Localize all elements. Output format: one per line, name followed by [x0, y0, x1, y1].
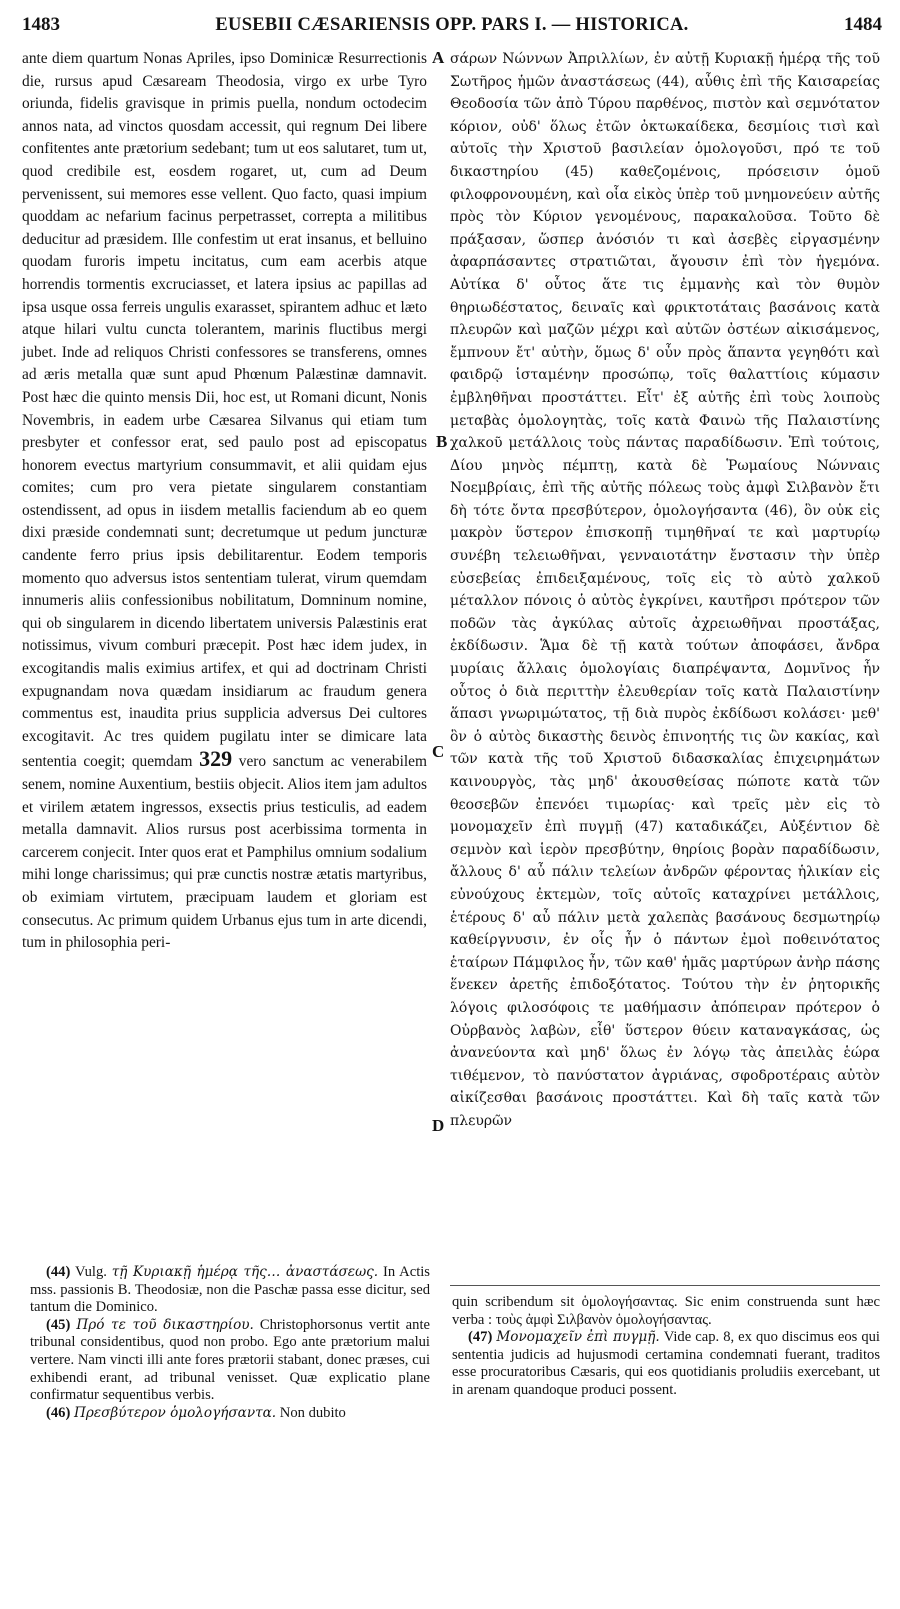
footnote-text: In Actis mss. passionis B. Theodosiæ, non die Paschæ passa esse dicitur, sed tantum die Dominico.: [30, 1264, 430, 1316]
footnotes-right: [452, 1294, 880, 1400]
latin-text: [22, 48, 427, 955]
margin-letter-b: B: [436, 432, 448, 451]
footnote-text: Non dubito: [279, 1404, 346, 1421]
footnote-47: [452, 1329, 880, 1399]
inline-page-number: 329: [199, 746, 233, 772]
footnote-greek: τῇ Κυριακῇ ἡμέρᾳ τῆς… ἀναστάσεως.: [111, 1264, 379, 1280]
footnote-number: (45): [46, 1316, 71, 1333]
footnote-greek: Μονομαχεῖν ἐπὶ πυγμῇ.: [496, 1329, 660, 1346]
page-number-left: 1483: [22, 14, 60, 35]
greek-column: [450, 48, 880, 1133]
running-header: [22, 10, 882, 38]
footnote-number: (44): [46, 1264, 71, 1280]
footnote-44: [30, 1264, 430, 1317]
page-number-right: 1484: [844, 14, 882, 35]
margin-letter-d: D: [432, 1116, 445, 1135]
margin-letter-c: C: [432, 742, 445, 761]
footnote-text: Christophorsonus vertit ante tribunal considentibus, quod non probo. Ego ante prætorium malui vertere. Nam vincti illi ante fores prætorii stabant, donec præses, cui exhibendi erant, ad tribunal venisset. Quæ explicatio plane confirmatur sequentibus verbis.: [30, 1316, 430, 1404]
footnote-greek: Πρεσβύτερον ὁμολογήσαντα.: [73, 1404, 277, 1421]
footnote-number: (46): [46, 1404, 71, 1421]
footnote-46: [30, 1405, 430, 1423]
footnote-greek: Πρό τε τοῦ δικαστηρίου.: [76, 1316, 254, 1333]
margin-letter-a: A: [432, 48, 445, 67]
latin-column: [22, 48, 427, 955]
latin-text-part-2: vero sanctum ac venerabilem senem, nomine Auxentium, bestiis objecit. Alios item jam adultos et virilem ætatem ingressos, exsectis prius testiculis, ad eadem metalla damnavit. Alios rursus post acerbissima tormenta in carcerem conjecit. Inter quos erat et Pamphilus omnium sodalium mihi longe charissimus; qui præ cunctis nostræ ætatis martyribus, ob eximiam virtutem, præcipuam laudem et gloriam est consecutus. Ac primum quidem Urbanus ejus tum in arte dicendi, tum in philosophia peri-: [22, 753, 427, 952]
latin-text-part-1: ante diem quartum Nonas Apriles, ipso Dominicæ Resurrectionis die, rursus apud Cæsaream Theodosia, virgo ex urbe Tyro oriunda, fidelis gravisque in primis puella, nondum octodecim annos nata, ad vinctos quosdam accessit, qui regnum Dei libere confitentes ante prætorium sedebant; tum ut eos salutaret, tum ut, quod credibile est, eosdem rogaret, ut, cum ad Deum pervenissent, sui memores esse vellent. Quo facto, quasi impium quoddam ac nefarium facinus perpetrasset, correpta a militibus deducitur ad præsidem. Ille confestim ut erat insanus, et belluino quodam furoris impetu incitatus, cum eam acerbis atque horrendis tormentis excruciasset, et latera ipsius ac papillas ad ipsa usque ossa ferreis ungulis exarasset, spirantem adhuc et læto atque hilari vultu cuncta tolerantem, marinis fluctibus mergi jubet. Inde ad reliquos Christi confessores se transferens, omnes ad æris metalla quæ sunt apud Phœnum Palæstinæ damnavit. Post hæc die quinto mensis Dii, hoc est, ut Romani dicunt, Nonis Novembris, in eadem urbe Cæsarea Silvanus qui etiam tum presbyter et confessor erat, sed paulo post ad episcopatus honorem evectus martyrium consummavit, et alii quidam ejus comites; cum pro vera pietate singularem constantiam ostendissent, ad opus in iisdem metallis faciendum ab eo quem dixi præside condemnati sunt; decretumque ut pedum juncturæ candente ferro prius ipsis debilitarentur. Eodem temporis momento quo adversus istos sententiam tulerat, virum quemdam innumeris aliis confessionibus nobilitatum, Domninum nomine, qui ob singularem in dicendo libertatem universis Palæstinis erat notissimus, vivum comburi præcepit. Post hæc idem judex, in excogitandis malis eximius artifex, et qui ad doctrinam Christi expugnandam nova quædam insidiarum ac fraudum genera commentus est, inaudita prius supplicia adversus Dei cultores excogitavit. Ac tres quidem pugilatu inter se dimicare lata sententia coegit; quemdam: [22, 50, 427, 771]
running-title: EUSEBII CÆSARIENSIS OPP. PARS I. — HISTORICA.: [215, 15, 689, 35]
footnote-number: (47): [468, 1329, 493, 1346]
greek-text: σάρων Νώννων Ἀπριλλίων, ἐν αὐτῇ Κυριακῇ ἡμέρᾳ τῆς τοῦ Σωτῆρος ἡμῶν ἀναστάσεως (44), αὖθις ἐπὶ τῆς Καισαρείας Θεοδοσία τῶν ἀπὸ Τύρου παρθένος, πιστὸν καὶ σεμνότατον κόριον, οὐδ' ὅλως ἐτῶν ὀκτωκαίδεκα, δεσμίοις τισὶ καὶ αὐτοῖς τὴν Χριστοῦ βασιλείαν ὁμολογοῦσι, πρό τε τοῦ δικαστηρίου (45) καθεζομένοις, πρόσεισιν ὁμοῦ φιλοφρονουμένη, καὶ οἷα εἰκὸς ὑπὲρ τοῦ μνημονεύειν αὐτῆς πρὸς τὸν Κύριον γενομένους, παρακαλοῦσα. Τοῦτο δὲ πράξασαν, ὥσπερ ἀνόσιόν τι καὶ ἀσεβὲς εἰργασμένην ἀφαρπάσαντες στρατιῶται, ἄγουσιν ἐπὶ τὸν ἡγεμόνα. Αὐτίκα δ' οὗτος ἅτε τις ἐμμανὴς καὶ τὸν θυμὸν θηριωδέστατος, δειναῖς καὶ φρικτοτάταις βασάνοις κατὰ πλευρῶν καὶ μαζῶν μέχρι καὶ αὐτῶν ὀστέων αἰκισάμενος, ἔμπνουν ἔτ' αὐτὴν, ὅμως δ' οὖν πρὸς ἅπαντα γεγηθότι καὶ φαιδρῷ ἱσταμένην προσώπῳ, τοῖς θαλαττίοις κύμασιν ἐμβληθῆναι προστάττει. Εἶτ' ἐξ αὐτῆς ἐπὶ τοὺς λοιποὺς μεταβὰς ὁμολογητὰς, τοῖς κατὰ Φαινὼ τῆς Παλαιστίνης χαλκοῦ μετάλλοις τοὺς πάντας παραδίδωσιν. Ἐπὶ τούτοις, Δίου μηνὸς πέμπτῃ, κατὰ δὲ Ῥωμαίους Νώνναις Νοεμβρίαις, ἐπὶ τῆς αὐτῆς πόλεως τοὺς ἀμφὶ Σιλβανὸν ἔτι δὴ τότε ὄντα πρεσβύτερον, ὁμολογήσαντα (46), ὃν οὐκ εἰς μακρὸν ὕστερον ἐπισκοπῇ τιμηθῆναί τε καὶ μαρτυρίῳ συνέβη τελειωθῆναι, γενναιοτάτην ἔνστασιν τὴν ὑπὲρ εὐσεβείας ἐπιδειξαμένους, τοῖς εἰς τὸ αὐτὸ χαλκοῦ μέταλλον πόνοις ὁ αὐτὸς ἐγκρίνει, καυτῆρσι πρότερον τῶν ποδῶν τὰς ἀγκύλας αὐτοῖς ἀχρειωθῆναι προστάξας, ἐκδίδωσιν. Ἅμα δὲ τῇ κατὰ τούτων ἀποφάσει, ἄνδρα μυρίαις ἄλλαις ὁμολογίαις διαπρέψαντα, Δομνῖνος ἦν οὗτος ὁ διὰ περιττὴν ἐλευθερίαν τοῖς κατὰ Παλαιστίνην ἅπασι γνωριμώτατος, τῇ διὰ πυρὸς ἐκδίδωσι κολάσει· μεθ' ὃν ὁ αὐτὸς δικαστὴς δεινὸς ἐπινοητής τις ὢν κακίας, καὶ τῶν κατὰ τῆς τοῦ Χριστοῦ διδασκαλίας ἐπιχειρημάτων καινουργὸς, τὰς μηδ' ἀκουσθείσας πώποτε κατὰ τῶν θεοσεβῶν ἐπενόει τιμωρίας· καὶ τρεῖς μὲν εἰς τὸ μονομαχεῖν ἐπὶ πυγμῇ (47) καταδικάζει, Αὐξέντιον δὲ σεμνὸν καὶ ἱερὸν πρεσβύτην, θηρίοις βορὰν παραδίδωσιν, ἄλλους δ' αὖ πάλιν τελείων ἀνδρῶν φέροντας ἡλικίαν εἰς εὐνούχους ἐκτεμὼν, τοῖς αὐτοῖς καταχρίνει μετάλλοις, ἑτέρους δ' αὖ πάλιν μετὰ χαλεπὰς βασάνους δεσμωτηρίῳ καθείργνυσιν, ἐν οἷς ἦν ὁ πάντων ἐμοὶ ποθεινότατος ἑταίρων Πάμφιλος ἦν, τῶν καθ' ἡμᾶς μαρτύρων ἀνὴρ πάσης ἕνεκεν ἀρετῆς ἐπιδοξότατος. Τούτου τὴν ἐν ῥητορικῆς λόγοις φιλοσόφοις τε μαθήμασιν ἀπόπειραν πρότερον ὁ Οὐρβανὸς λαβὼν, εἶθ' ὕστερον θύειν καταναγκάσας, ὡς ἀνανεύοντα καὶ μηδ' ὅλως ἐν λόγῳ τὰς ἀπειλὰς ἑώρα τιθέμενον, τὸ πανύστατον ἀγριάνας, σφοδροτέραις αὐτὸν αἰκίζεσθαι βασάνοις προστάττει. Καὶ δὴ ταῖς κατὰ τῶν πλευρῶν: [450, 51, 880, 1129]
footnotes-left: [30, 1264, 430, 1422]
footnote-lead: Vulg.: [74, 1264, 107, 1280]
footnote-separator: [450, 1285, 880, 1286]
footnote-text: Vide cap. 8, ex quo discimus eos qui sententia judicis ad hujusmodi certamina condemnati fuerant, traditos esse procuratoribus Cæsaris, qui eos quotidianis proludiis exercebant, ut in arenam quandoque produci possent.: [452, 1329, 880, 1398]
footnote-45: [30, 1317, 430, 1405]
footnote-46-continuation: quin scribendum sit ὁμολογήσαντας. Sic enim construenda sunt hæc verba : τοὺς ἀμφὶ Σιλβανὸν ὁμολογήσαντας.: [452, 1294, 880, 1328]
